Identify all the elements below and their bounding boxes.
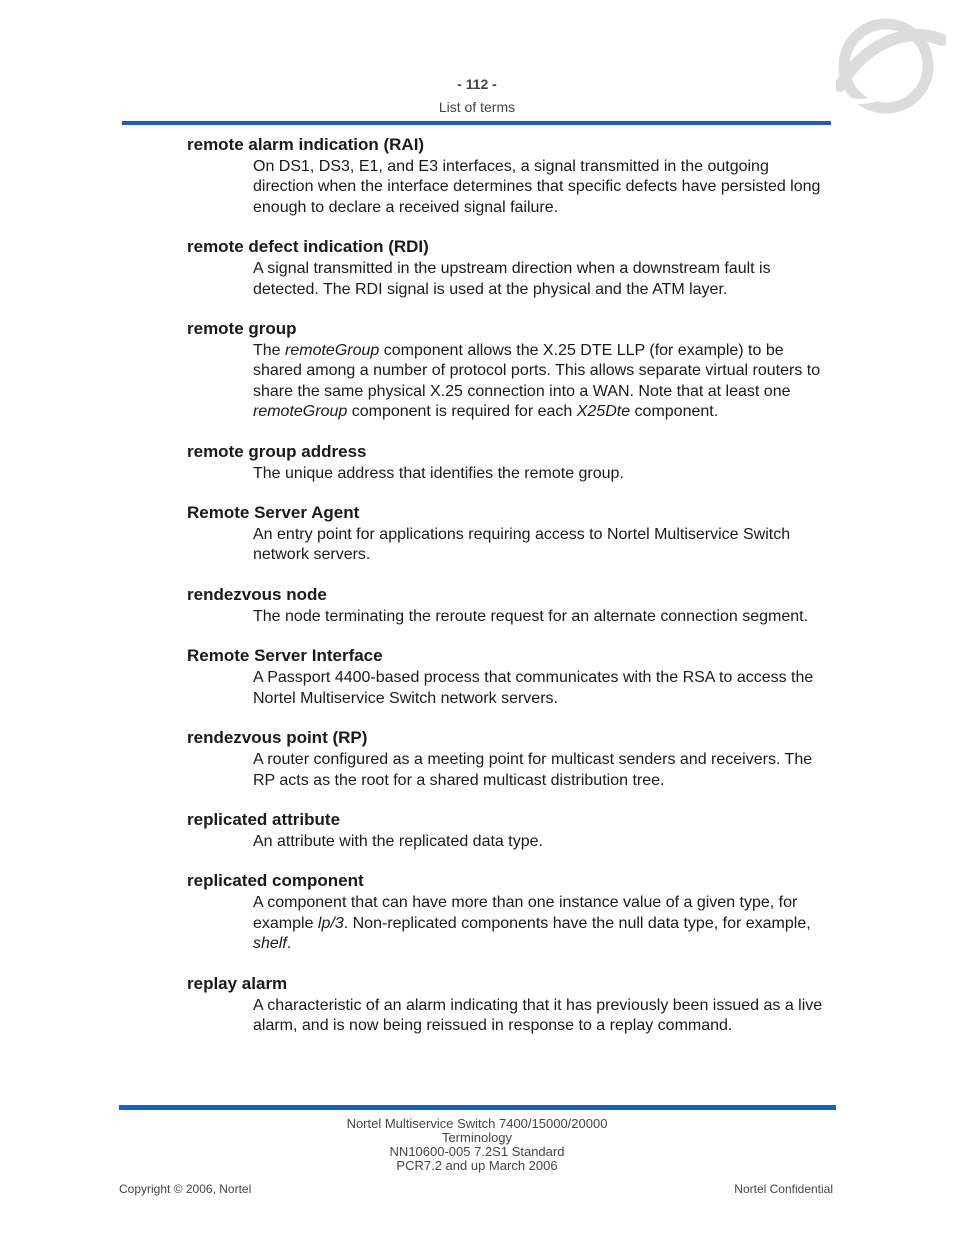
- glossary-definition: [253, 464, 832, 484]
- glossary-definition: [253, 607, 832, 627]
- footer-rule: [119, 1105, 836, 1110]
- glossary-entry: [187, 974, 832, 1037]
- glossary-term: rendezvous point (RP): [187, 728, 368, 748]
- definition-text: A router configured as a meeting point for multicast senders and receivers. The RP acts as the root for a shared multicast distribution tree.: [253, 751, 813, 789]
- glossary-entry: [187, 728, 832, 791]
- glossary-list: [187, 135, 832, 1055]
- page-header: [0, 75, 954, 116]
- glossary-term: remote group address: [187, 441, 367, 461]
- glossary-term: replicated component: [187, 871, 364, 891]
- glossary-definition: [253, 157, 832, 218]
- definition-italic-term: remoteGroup: [285, 342, 380, 360]
- copyright-notice: Copyright © 2006, Nortel: [119, 1182, 252, 1196]
- glossary-entry: [187, 135, 832, 218]
- footer-line-product: Nortel Multiservice Switch 7400/15000/20000: [346, 1116, 608, 1131]
- confidential-notice: Nortel Confidential: [734, 1182, 833, 1196]
- page-number: - 112 -: [457, 76, 497, 92]
- glossary-definition: [253, 668, 832, 709]
- definition-text: An entry point for applications requiring access to Nortel Multiservice Switch network servers.: [253, 526, 791, 564]
- definition-text: component.: [630, 403, 719, 421]
- definition-text: A signal transmitted in the upstream direction when a downstream fault is detected. The RDI signal is used at the physical and the ATM layer.: [253, 260, 771, 298]
- definition-text: A component that can have more than one instance value of a given type, for example: [253, 894, 798, 932]
- definition-text: On DS1, DS3, E1, and E3 interfaces, a signal transmitted in the outgoing direction when the interface determines that specific defects have persisted long enough to declare a received signal failure.: [253, 158, 821, 216]
- definition-text: A characteristic of an alarm indicating that it has previously been issued as a live alarm, and is now being reissued in response to a replay command.: [253, 996, 823, 1034]
- header-rule: [122, 121, 831, 125]
- glossary-entry: [187, 319, 832, 423]
- definition-italic-term: remoteGroup: [253, 403, 348, 421]
- footer-line-release: PCR7.2 and up March 2006: [396, 1158, 558, 1173]
- glossary-entry: [187, 871, 832, 954]
- glossary-definition: [253, 259, 832, 300]
- glossary-definition: [253, 525, 832, 566]
- glossary-definition: [253, 832, 832, 852]
- glossary-definition: [253, 996, 832, 1037]
- glossary-term: replicated attribute: [187, 809, 341, 829]
- glossary-entry: [187, 810, 832, 852]
- definition-text: The node terminating the reroute request for an alternate connection segment.: [253, 607, 809, 625]
- footer-line-title: Terminology: [441, 1130, 513, 1145]
- definition-text: component allows the X.25 DTE LLP (for example) to be shared among a number of protocol ports. This allows separate virtual routers to share the same physical X.25 connection into a WAN. Note that at least one: [253, 342, 821, 400]
- glossary-term: replay alarm: [187, 973, 288, 993]
- definition-text: .: [286, 935, 292, 953]
- footer-doc-info: [0, 1117, 954, 1173]
- definition-text: An attribute with the replicated data type.: [253, 832, 543, 850]
- footer-line-docnum: NN10600-005 7.2S1 Standard: [389, 1144, 565, 1159]
- glossary-term: rendezvous node: [187, 584, 327, 604]
- glossary-term: remote defect indication (RDI): [187, 237, 429, 257]
- glossary-term: remote group: [187, 319, 297, 339]
- glossary-entry: [187, 503, 832, 566]
- section-title: List of terms: [438, 99, 516, 115]
- glossary-entry: [187, 585, 832, 627]
- glossary-entry: [187, 646, 832, 709]
- glossary-term: Remote Server Interface: [187, 646, 383, 666]
- definition-text: The: [253, 342, 286, 360]
- definition-text: . Non-replicated components have the null data type, for example,: [343, 914, 811, 932]
- glossary-definition: [253, 893, 832, 954]
- glossary-term: remote alarm indication (RAI): [187, 135, 425, 154]
- glossary-definition: [253, 750, 832, 791]
- glossary-definition: [253, 341, 832, 423]
- glossary-entry: [187, 237, 832, 300]
- glossary-entry: [187, 442, 832, 484]
- definition-text: A Passport 4400-based process that communicates with the RSA to access the Nortel Multiservice Switch network servers.: [253, 669, 814, 707]
- definition-italic-term: shelf: [253, 935, 287, 953]
- definition-italic-term: lp/3: [317, 914, 344, 932]
- glossary-term: Remote Server Agent: [187, 503, 360, 523]
- definition-text: component is required for each: [347, 403, 577, 421]
- definition-italic-term: X25Dte: [576, 403, 631, 421]
- definition-text: The unique address that identifies the remote group.: [253, 464, 624, 482]
